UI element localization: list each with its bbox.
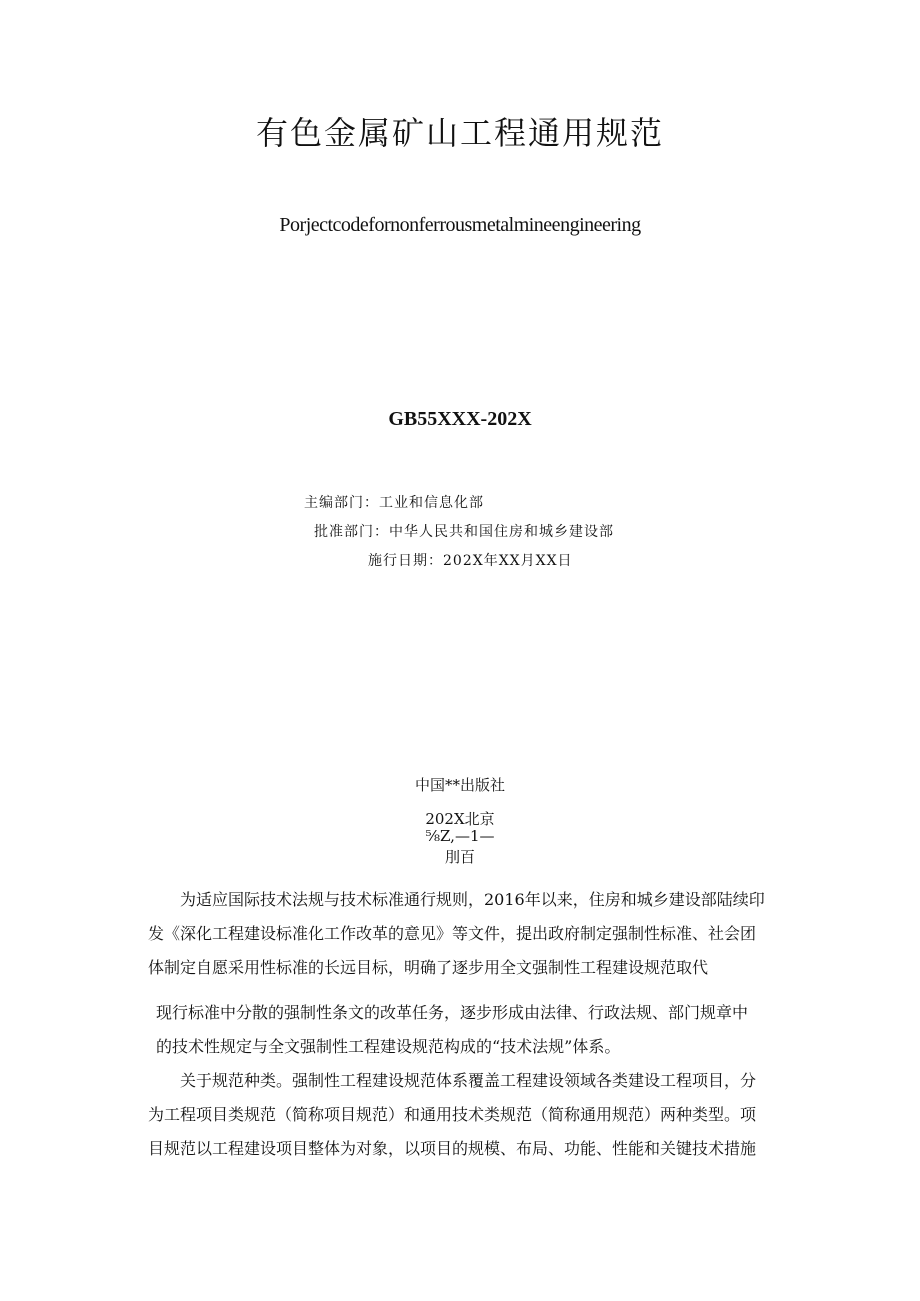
paragraph-intro	[148, 883, 793, 985]
english-subtitle: Porjectcodefornonferrousmetalmineengineering	[279, 214, 641, 236]
publisher: 中国**出版社	[414, 776, 505, 794]
effective-date: 施行日期：202X年XX月XX日	[368, 553, 573, 569]
standard-code: GB55XXX-202X	[388, 408, 532, 430]
paragraph-line: 现行标准中分散的强制性条文的改革任务，逐步形成由法律、行政法规、部门规章中	[156, 1003, 749, 1022]
page-number: ⅝Z,—1—	[425, 827, 495, 845]
paragraph-line: 关于规范种类。强制性工程建设规范体系覆盖工程建设领域各类建设工程项目，分	[180, 1071, 757, 1090]
approval-department: 批准部门：中华人民共和国住房和城乡建设部	[314, 524, 614, 540]
document-title: 有色金属矿山工程通用规范	[255, 114, 664, 152]
paragraph-line: 的技术性规定与全文强制性工程建设规范构成的“技术法规”体系。	[156, 1037, 621, 1056]
paragraph-line: 为适应国际技术法规与技术标准通行规则，2016年以来，住房和城乡建设部陆续印	[180, 890, 765, 909]
paragraph-line: 为工程项目类规范（简称项目规范）和通用技术类规范（简称通用规范）两种类型。项	[148, 1105, 757, 1124]
preface-heading: 刖百	[444, 848, 475, 866]
place-year: 202X北京	[425, 810, 495, 828]
paragraph-spec-types	[148, 1064, 793, 1166]
paragraph-continuation	[156, 996, 793, 1064]
paragraph-line: 目规范以工程建设项目整体为对象，以项目的规模、布局、功能、性能和关键技术措施	[148, 1139, 757, 1158]
paragraph-line: 体制定自愿采用性标准的长远目标，明确了逐步用全文强制性工程建设规范取代	[148, 958, 709, 977]
paragraph-line: 发《深化工程建设标准化工作改革的意见》等文件，提出政府制定强制性标准、社会团	[148, 924, 757, 943]
chief-department: 主编部门：工业和信息化部	[304, 495, 484, 511]
